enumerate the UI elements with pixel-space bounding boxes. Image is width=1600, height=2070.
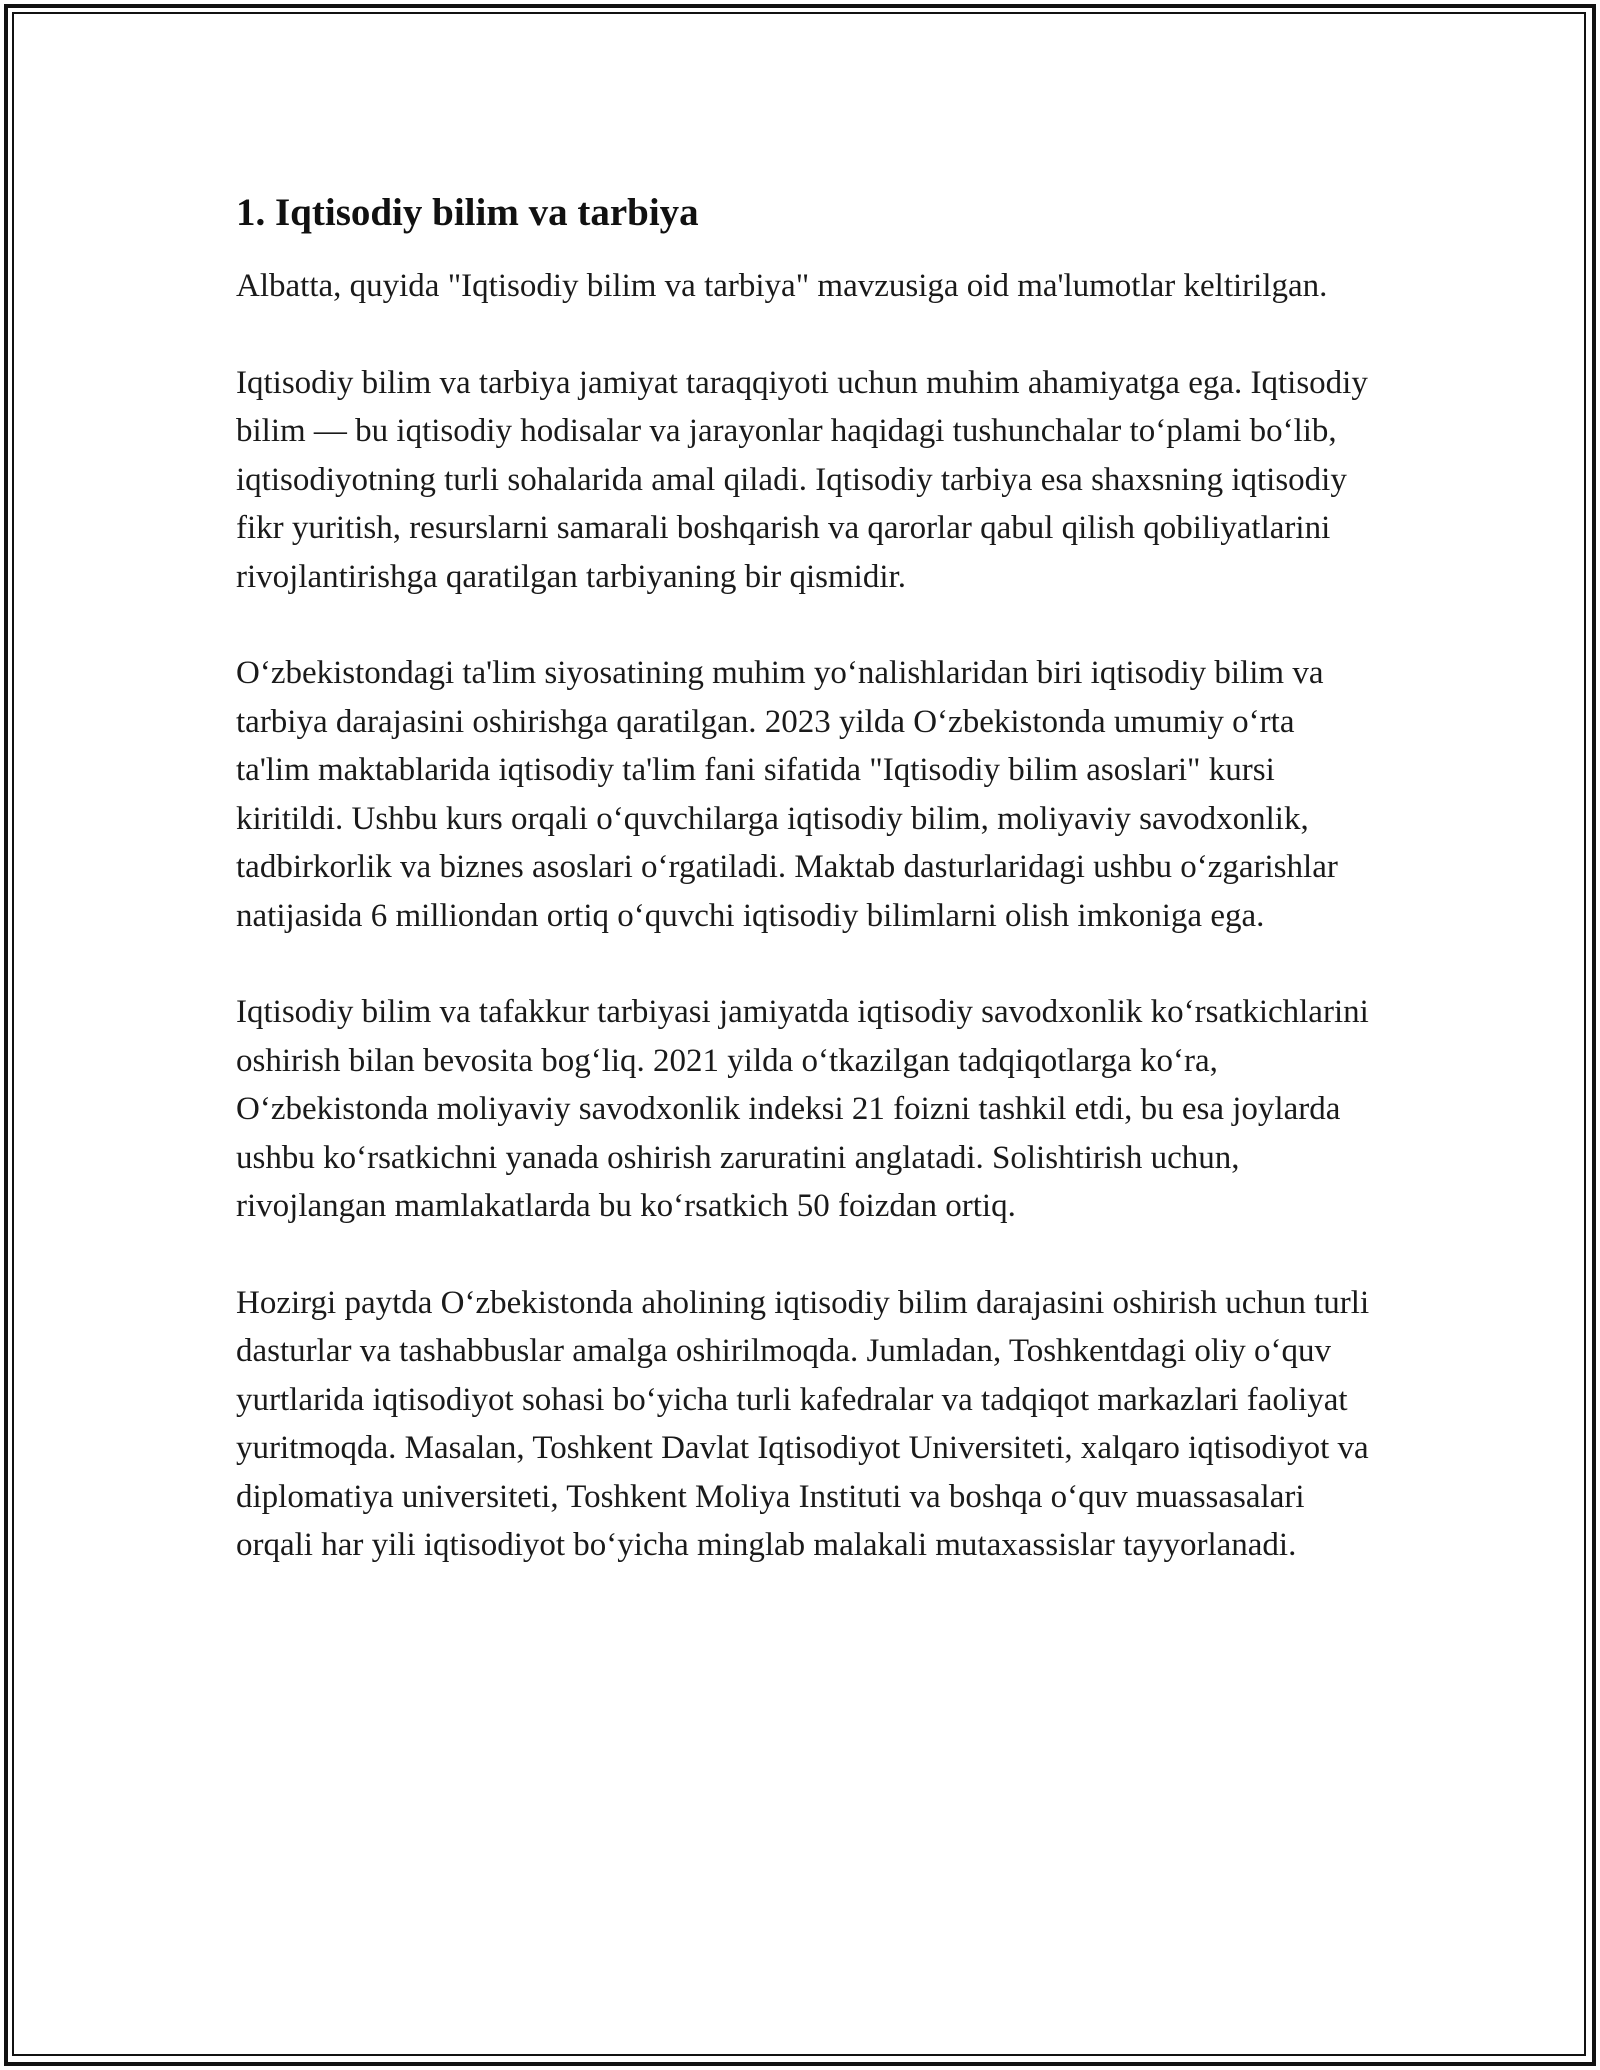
document-title: 1. Iqtisodiy bilim va tarbiya: [236, 191, 699, 234]
paragraph-definition: Iqtisodiy bilim va tarbiya jamiyat taraqqiyoti uchun muhim ahamiyatga ega. Iqtisodiy bilim — bu iqtisodiy hodisalar va jarayonlar haqidagi tushunchalar to‘plami bo‘lib, iqtisodiyotning turli sohalarida amal qiladi. Iqtisodiy tarbiya esa shaxsning iqtisodiy fikr yuritish, resurslarni samarali boshqarish va qarorlar qabul qilish qobiliyatlarini rivojlantirishga qaratilgan tarbiyaning bir qismidir.: [236, 364, 1368, 595]
paragraph-education-policy: O‘zbekistondagi ta'lim siyosatining muhim yo‘nalishlaridan biri iqtisodiy bilim va tarbiya darajasini oshirishga qaratilgan. 2023 yilda O‘zbekistonda umumiy o‘rta ta'lim maktablarida iqtisodiy ta'lim fani sifatida "Iqtisodiy bilim asoslari" kursi kiritildi. Ushbu kurs orqali o‘quvchilarga iqtisodiy bilim, moliyaviy savodxonlik, tadbirkorlik va biznes asoslari o‘rgatiladi. Maktab dasturlaridagi ushbu o‘zgarishlar natijasida 6 milliondan ortiq o‘quvchi iqtisodiy bilimlarni olish imkoniga ega.: [236, 655, 1338, 934]
paragraph-programs: Hozirgi paytda O‘zbekistonda aholining iqtisodiy bilim darajasini oshirish uchun turli dasturlar va tashabbuslar amalga oshirilmoqda. Jumladan, Toshkentdagi oliy o‘quv yurtlarida iqtisodiyot sohasi bo‘yicha turli kafedralar va tadqiqot markazlari faoliyat yuritmoqda. Masalan, Toshkent Davlat Iqtisodiyot Universiteti, xalqaro iqtisodiyot va diplomatiya universiteti, Toshkent Moliya Instituti va boshqa o‘quv muassasalari orqali har yili iqtisodiyot bo‘yicha minglab malakali mutaxassislar tayyorlanadi.: [236, 1284, 1370, 1563]
paragraph-literacy-index: Iqtisodiy bilim va tafakkur tarbiyasi jamiyatda iqtisodiy savodxonlik ko‘rsatkichlarini oshirish bilan bevosita bog‘liq. 2021 yilda o‘tkazilgan tadqiqotlarga ko‘ra, O‘zbekistonda moliyaviy savodxonlik indeksi 21 foizni tashkil etdi, bu esa joylarda ushbu ko‘rsatkichni yanada oshirish zaruratini anglatadi. Solishtirish uchun, rivojlangan mamlakatlarda bu ko‘rsatkich 50 foizdan ortiq.: [236, 994, 1369, 1224]
paragraph-intro: Albatta, quyida "Iqtisodiy bilim va tarbiya" mavzusiga oid ma'lumotlar keltirilgan.: [236, 268, 1328, 304]
document-body: [236, 186, 1372, 1618]
